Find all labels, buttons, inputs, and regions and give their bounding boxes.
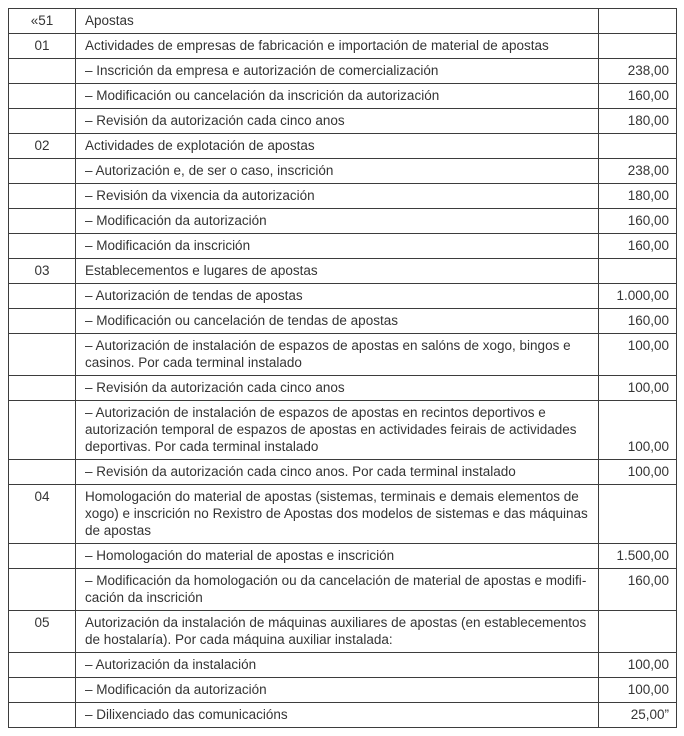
table-row <box>9 376 677 401</box>
fee-table-body <box>9 9 677 728</box>
table-row <box>9 284 677 309</box>
table-row <box>9 460 677 485</box>
table-row <box>9 485 677 544</box>
table-row <box>9 109 677 134</box>
description-cell: – Modificación da inscrición <box>76 234 599 259</box>
description-cell: – Autorización e, de ser o caso, inscrición <box>76 159 599 184</box>
description-cell: – Autorización de instalación de espazos de apostas en recintos deportivos e autorización temporal de espazos de apostas en actividades feirais de actividades deportivas. Por cada terminal instalado <box>76 401 599 460</box>
code-cell <box>9 703 76 728</box>
code-cell <box>9 84 76 109</box>
description-cell: – Modificación ou cancelación de tendas de apostas <box>76 309 599 334</box>
table-row <box>9 653 677 678</box>
description-cell: – Inscrición da empresa e autorización de comercialización <box>76 59 599 84</box>
table-row <box>9 309 677 334</box>
amount-cell: 238,00 <box>599 159 677 184</box>
amount-cell: 180,00 <box>599 184 677 209</box>
amount-cell <box>599 9 677 34</box>
amount-cell: 100,00 <box>599 460 677 485</box>
amount-cell: 1.000,00 <box>599 284 677 309</box>
code-cell <box>9 59 76 84</box>
table-row <box>9 9 677 34</box>
amount-cell: 100,00 <box>599 401 677 460</box>
amount-cell: 25,00” <box>599 703 677 728</box>
description-cell: – Modificación da autorización <box>76 678 599 703</box>
amount-cell: 160,00 <box>599 309 677 334</box>
table-row <box>9 544 677 569</box>
description-cell: – Revisión da vixencia da autorización <box>76 184 599 209</box>
code-cell: 05 <box>9 611 76 653</box>
table-row <box>9 611 677 653</box>
code-cell: «51 <box>9 9 76 34</box>
table-row <box>9 184 677 209</box>
description-cell: – Revisión da autorización cada cinco anos <box>76 109 599 134</box>
description-cell: – Autorización de tendas de apostas <box>76 284 599 309</box>
amount-cell: 160,00 <box>599 84 677 109</box>
description-cell: – Dilixenciado das comunicacións <box>76 703 599 728</box>
table-row <box>9 234 677 259</box>
amount-cell <box>599 134 677 159</box>
code-cell <box>9 678 76 703</box>
code-cell <box>9 209 76 234</box>
code-cell <box>9 234 76 259</box>
document-page <box>8 8 676 728</box>
code-cell <box>9 569 76 611</box>
code-cell: 02 <box>9 134 76 159</box>
amount-cell: 100,00 <box>599 678 677 703</box>
table-row <box>9 259 677 284</box>
description-cell: – Revisión da autorización cada cinco anos <box>76 376 599 401</box>
description-cell: – Autorización de instalación de espazos de apostas en salóns de xogo, bingos e casinos. Por cada terminal instalado <box>76 334 599 376</box>
code-cell <box>9 309 76 334</box>
amount-cell <box>599 485 677 544</box>
description-cell: Autorización da instalación de máquinas auxiliares de apostas (en establecementos de hostalaría). Por cada máquina auxiliar instalada: <box>76 611 599 653</box>
code-cell: 01 <box>9 34 76 59</box>
code-cell: 03 <box>9 259 76 284</box>
amount-cell: 180,00 <box>599 109 677 134</box>
amount-cell <box>599 259 677 284</box>
code-cell: 04 <box>9 485 76 544</box>
code-cell <box>9 653 76 678</box>
code-cell <box>9 401 76 460</box>
description-cell: – Autorización da instalación <box>76 653 599 678</box>
amount-cell <box>599 611 677 653</box>
description-cell: Homologación do material de apostas (sistemas, terminais e demais elementos de xogo) e inscrición no Rexistro de Apostas dos modelos de sistemas e das máquinas de apostas <box>76 485 599 544</box>
code-cell <box>9 544 76 569</box>
table-row <box>9 84 677 109</box>
table-row <box>9 334 677 376</box>
table-row <box>9 401 677 460</box>
description-cell: Actividades de empresas de fabricación e importación de material de apostas <box>76 34 599 59</box>
description-cell: – Modificación da homologación ou da cancelación de material de apostas e modificación da inscrición <box>76 569 599 611</box>
code-cell <box>9 284 76 309</box>
amount-cell: 100,00 <box>599 376 677 401</box>
description-cell: – Homologación do material de apostas e inscrición <box>76 544 599 569</box>
description-cell: Apostas <box>76 9 599 34</box>
description-cell: – Revisión da autorización cada cinco anos. Por cada terminal instalado <box>76 460 599 485</box>
amount-cell: 160,00 <box>599 234 677 259</box>
amount-cell: 160,00 <box>599 209 677 234</box>
table-row <box>9 134 677 159</box>
code-cell <box>9 109 76 134</box>
amount-cell: 1.500,00 <box>599 544 677 569</box>
code-cell <box>9 460 76 485</box>
description-cell: – Modificación da autorización <box>76 209 599 234</box>
amount-cell: 100,00 <box>599 653 677 678</box>
fee-table <box>8 8 677 728</box>
amount-cell: 160,00 <box>599 569 677 611</box>
code-cell <box>9 184 76 209</box>
table-row <box>9 569 677 611</box>
table-row <box>9 59 677 84</box>
table-row <box>9 209 677 234</box>
code-cell <box>9 159 76 184</box>
description-cell: Actividades de explotación de apostas <box>76 134 599 159</box>
table-row <box>9 703 677 728</box>
table-row <box>9 34 677 59</box>
description-cell: Establecementos e lugares de apostas <box>76 259 599 284</box>
code-cell <box>9 334 76 376</box>
amount-cell: 238,00 <box>599 59 677 84</box>
amount-cell <box>599 34 677 59</box>
table-row <box>9 678 677 703</box>
code-cell <box>9 376 76 401</box>
amount-cell: 100,00 <box>599 334 677 376</box>
table-row <box>9 159 677 184</box>
description-cell: – Modificación ou cancelación da inscrición da autorización <box>76 84 599 109</box>
